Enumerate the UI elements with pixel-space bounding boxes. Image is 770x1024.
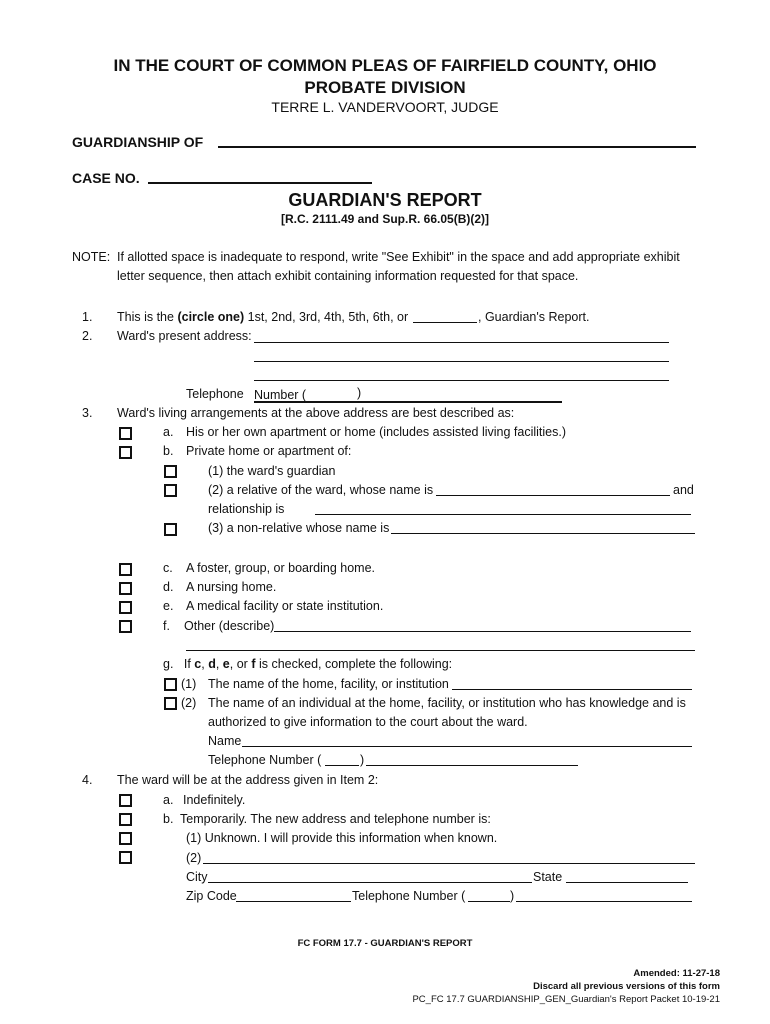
item-3g-d: d bbox=[208, 657, 216, 671]
judge-name: TERRE L. VANDERVOORT, JUDGE bbox=[271, 99, 499, 115]
contact-telephone-close: ) bbox=[360, 753, 365, 767]
facility-name-field[interactable] bbox=[452, 689, 692, 690]
note-label: NOTE: bbox=[72, 250, 111, 264]
packet-id: PC_FC 17.7 GUARDIANSHIP_GEN_Guardian's Report Packet 10-19-21 bbox=[412, 994, 720, 1005]
item-3-label: Ward's living arrangements at the above address are best described as: bbox=[117, 406, 515, 420]
item-3g-f: f bbox=[251, 657, 256, 671]
city-label: City bbox=[186, 870, 208, 884]
item-2-number: 2. bbox=[82, 329, 93, 343]
new-telephone-label: Telephone Number ( bbox=[352, 889, 466, 903]
checkbox-4b1[interactable] bbox=[119, 832, 132, 845]
address-line-2[interactable] bbox=[254, 361, 669, 362]
item-3b-letter: b. bbox=[163, 444, 174, 458]
item-2-label: Ward's present address: bbox=[117, 329, 252, 343]
item-4a-text: Indefinitely. bbox=[183, 793, 246, 807]
item-3g-rest: is checked, complete the following: bbox=[258, 657, 453, 671]
form-number: FC FORM 17.7 - GUARDIAN'S REPORT bbox=[297, 938, 473, 949]
checkbox-3b3[interactable] bbox=[164, 523, 177, 536]
zip-code-label: Zip Code bbox=[186, 889, 237, 903]
item-3g-letter: g. bbox=[163, 657, 174, 671]
contact-telephone-field[interactable] bbox=[366, 765, 578, 766]
new-area-code-field[interactable] bbox=[468, 901, 510, 902]
contact-name-label: Name bbox=[208, 734, 242, 748]
relationship-label: relationship is bbox=[208, 502, 285, 516]
checkbox-3d[interactable] bbox=[119, 582, 132, 595]
guardianship-label: GUARDIANSHIP OF bbox=[72, 134, 204, 150]
item-1-prefix: This is the bbox=[117, 310, 174, 324]
telephone-label: Telephone bbox=[186, 387, 244, 401]
checkbox-3b[interactable] bbox=[119, 446, 132, 459]
address-line-3[interactable] bbox=[254, 380, 669, 381]
division-heading: PROBATE DIVISION bbox=[304, 78, 466, 97]
other-describe-field-1[interactable] bbox=[274, 631, 691, 632]
address-line-1[interactable] bbox=[254, 342, 669, 343]
item-1-text bbox=[117, 310, 408, 324]
discard-notice: Discard all previous versions of this form bbox=[533, 981, 720, 992]
item-4b2-number: (2) bbox=[186, 851, 202, 865]
item-3g2-number: (2) bbox=[181, 696, 197, 710]
checkbox-3b2[interactable] bbox=[164, 484, 177, 497]
amended-date: Amended: 11-27-18 bbox=[633, 968, 720, 979]
item-4-label: The ward will be at the address given in Item 2: bbox=[117, 773, 379, 787]
report-subtitle: [R.C. 2111.49 and Sup.R. 66.05(B)(2)] bbox=[280, 212, 490, 226]
checkbox-3e[interactable] bbox=[119, 601, 132, 614]
item-3a-text: His or her own apartment or home (includes assisted living facilities.) bbox=[186, 425, 567, 439]
item-3b-text: Private home or apartment of: bbox=[186, 444, 352, 458]
telephone-number-label: Number ( bbox=[254, 388, 307, 402]
item-3g-c: c bbox=[194, 657, 202, 671]
state-field[interactable] bbox=[566, 882, 688, 883]
item-4b-letter: b. bbox=[163, 812, 174, 826]
item-3d-text: A nursing home. bbox=[186, 580, 277, 594]
item-4b-text: Temporarily. The new address and telephone number is: bbox=[180, 812, 491, 826]
city-field[interactable] bbox=[208, 882, 532, 883]
item-3a-letter: a. bbox=[163, 425, 174, 439]
zip-code-field[interactable] bbox=[236, 901, 351, 902]
note-line-2: letter sequence, then attach exhibit containing information requested for that space. bbox=[117, 269, 579, 283]
contact-area-code-field[interactable] bbox=[325, 765, 359, 766]
item-3g-or: or bbox=[236, 657, 248, 671]
item-3b2-text: (2) a relative of the ward, whose name is bbox=[208, 483, 434, 497]
item-3c-text: A foster, group, or boarding home. bbox=[186, 561, 376, 575]
item-3g-e: e bbox=[222, 657, 230, 671]
new-address-field[interactable] bbox=[203, 863, 695, 864]
checkbox-3c[interactable] bbox=[119, 563, 132, 576]
state-label: State bbox=[533, 870, 563, 884]
contact-telephone-label: Telephone Number ( bbox=[208, 753, 322, 767]
guardianship-field[interactable] bbox=[218, 146, 696, 148]
checkbox-4a[interactable] bbox=[119, 794, 132, 807]
court-heading: IN THE COURT OF COMMON PLEAS OF FAIRFIELD COUNTY, OHIO bbox=[113, 56, 657, 75]
item-3d-letter: d. bbox=[163, 580, 174, 594]
item-1-options: 1st, 2nd, 3rd, 4th, 5th, 6th, or bbox=[247, 310, 409, 324]
item-3g2-text: The name of an individual at the home, facility, or institution who has knowledge and is bbox=[208, 696, 686, 710]
note-line-1: If allotted space is inadequate to respond, write "See Exhibit" in the space and add appropriate exhibit bbox=[117, 250, 680, 264]
item-3f-text: Other (describe) bbox=[184, 619, 275, 633]
item-3b1-text: (1) the ward's guardian bbox=[208, 464, 336, 478]
item-3b2-and: and bbox=[673, 483, 694, 497]
checkbox-3g2[interactable] bbox=[164, 697, 177, 710]
non-relative-name-field[interactable] bbox=[391, 533, 695, 534]
item-3e-letter: e. bbox=[163, 599, 174, 613]
report-title: GUARDIAN'S REPORT bbox=[288, 190, 482, 210]
item-4a-letter: a. bbox=[163, 793, 174, 807]
telephone-paren-close: ) bbox=[357, 386, 362, 400]
relative-name-field[interactable] bbox=[436, 495, 670, 496]
relationship-field[interactable] bbox=[315, 514, 691, 515]
item-3c-letter: c. bbox=[163, 561, 173, 575]
item-3g1-number: (1) bbox=[181, 677, 197, 691]
item-1-number: 1. bbox=[82, 310, 93, 324]
case-label: CASE NO. bbox=[72, 170, 140, 186]
item-3-number: 3. bbox=[82, 406, 93, 420]
item-1-circle-one: (circle one) bbox=[177, 310, 245, 324]
checkbox-4b[interactable] bbox=[119, 813, 132, 826]
checkbox-3g1[interactable] bbox=[164, 678, 177, 691]
checkbox-3f[interactable] bbox=[119, 620, 132, 633]
item-3f-letter: f. bbox=[163, 619, 170, 633]
case-number-field[interactable] bbox=[148, 182, 372, 184]
new-telephone-close: ) bbox=[510, 889, 515, 903]
item-3g1-text: The name of the home, facility, or institution bbox=[208, 677, 449, 691]
checkbox-3b1[interactable] bbox=[164, 465, 177, 478]
item-4b1-text: (1) Unknown. I will provide this information when known. bbox=[186, 831, 498, 845]
item-4-number: 4. bbox=[82, 773, 93, 787]
telephone-field[interactable] bbox=[254, 401, 562, 403]
item-3g2-text-2: authorized to give information to the court about the ward. bbox=[208, 715, 528, 729]
checkbox-4b2[interactable] bbox=[119, 851, 132, 864]
checkbox-3a[interactable] bbox=[119, 427, 132, 440]
item-3g-text: g. If c, d, e, or f is checked, complete the following: bbox=[163, 657, 453, 671]
contact-name-field[interactable] bbox=[242, 746, 692, 747]
item-1-suffix: , Guardian's Report. bbox=[478, 310, 590, 324]
other-describe-field-2[interactable] bbox=[186, 650, 695, 651]
item-1-other-field[interactable] bbox=[413, 322, 477, 323]
item-3g-if: If bbox=[183, 657, 191, 671]
new-telephone-field[interactable] bbox=[516, 901, 692, 902]
item-3b3-text: (3) a non-relative whose name is bbox=[208, 521, 390, 535]
item-3e-text: A medical facility or state institution. bbox=[186, 599, 384, 613]
